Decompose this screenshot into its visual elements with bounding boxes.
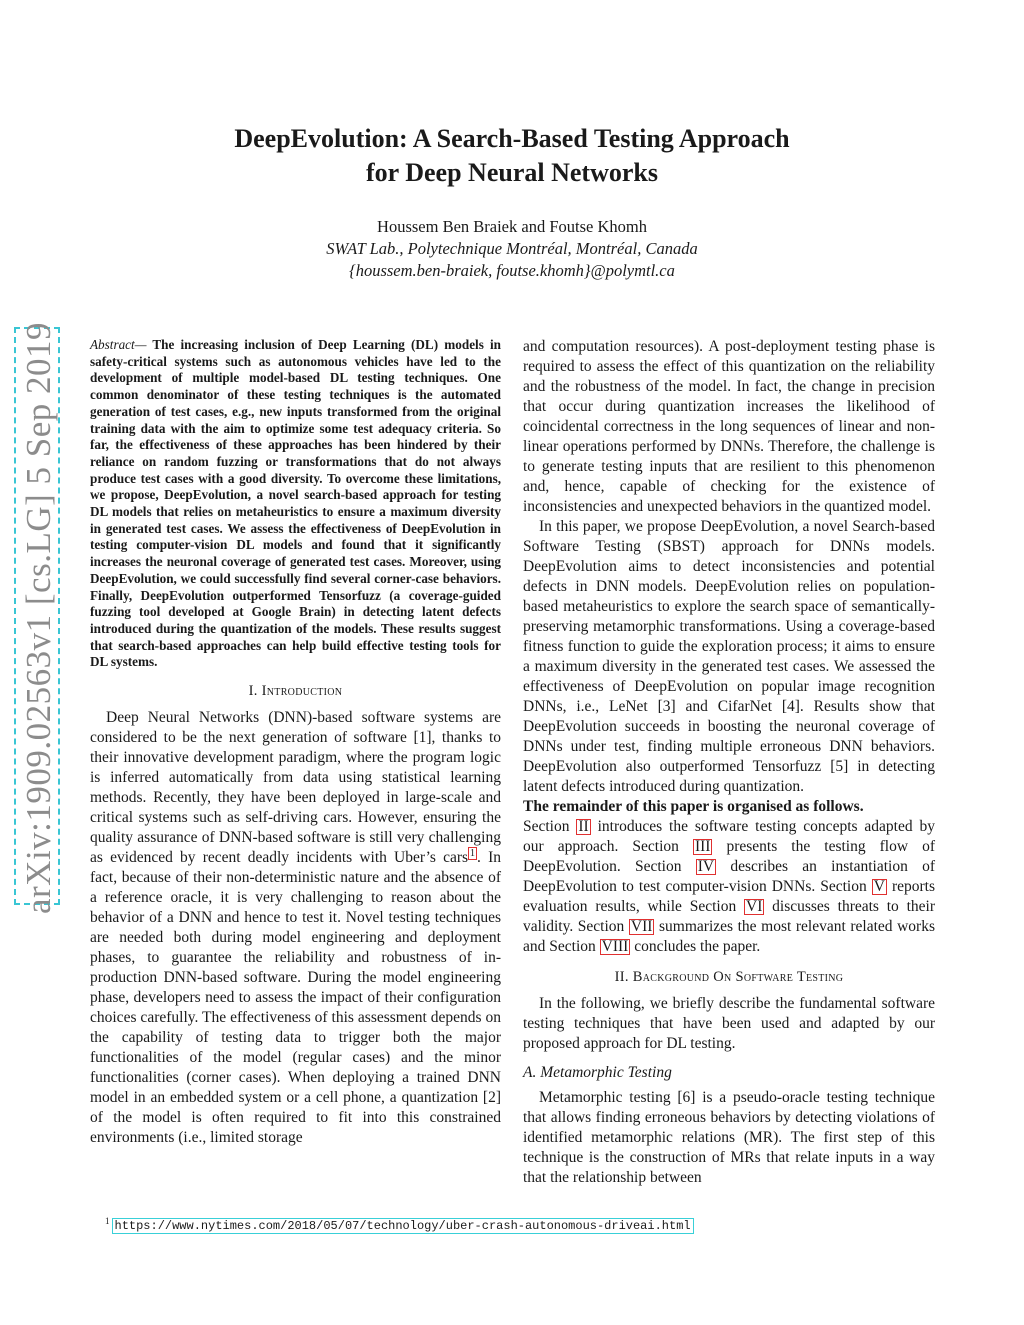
intro-paragraph-1-cont: and computation resources). A post-deployment testing phase is required to assess the effect of this quantization on the reliability and the robustness of the model. In fact, the change in precision that occur during quantization increases the likelihood of coincidental correctness in the long sequences of linear and non-linear operations performed by DNNs. Therefore, the challenge is to generate testing inputs that are resilient to this phenomenon and, hence, capable of checking for the existence of inconsistencies and unexpected behaviors in the quantized model.	[523, 338, 935, 515]
title-line-2: for Deep Neural Networks	[366, 158, 658, 187]
intro-paragraph-1	[90, 708, 501, 1148]
section-ref-VIII[interactable]: VIII	[601, 938, 629, 955]
paper-title	[0, 122, 1024, 190]
background-paragraph-2: Metamorphic testing [6] is a pseudo-oracle testing technique that allows finding erroneous behaviors by detecting violations of identified metamorphic relations (MR). The first step of this technique is the construction of MRs that relate inputs in a way that the relationship between	[523, 1089, 935, 1186]
remainder-text: summarizes the most relevant related works and Section	[523, 918, 935, 955]
arxiv-stamp	[16, 321, 62, 915]
section-number: II.	[614, 969, 633, 985]
arxiv-stamp-link[interactable]	[14, 321, 60, 915]
intro-text-b: . In fact, because of their non-deterministic nature and the absence of a reference oracle, it is very challenging to reason about the behavior of a DNN and hence to test it. Novel testing techniques are needed both during model engineering and deployment phases, to guarantee the reliability and robustness of in-production DNN-based software. During the model engineering phase, developers need to assess the impact of their configuration choices carefully. The effectiveness of this assessment depends on the capability of testing data to trigger both the major functionalities of the model (regular cases) and the minor functionalities (corner cases). When deploying a trained DNN model in an embedded system or a cell phone, a quantization [2] of the model is often required to fit into this constrained environments (i.e., limited storage	[90, 849, 501, 1147]
remainder-lead: The remainder of this paper is organised as follows.	[523, 798, 864, 815]
author-names: Houssem Ben Braiek and Foutse Khomh	[377, 217, 647, 236]
footnote-number: 1	[105, 1216, 110, 1226]
affiliation: SWAT Lab., Polytechnique Montréal, Montréal, Canada	[326, 239, 698, 258]
abstract-text: The increasing inclusion of Deep Learning (DL) models in safety-critical systems such as autonomous vehicles have led to the development of multiple model-based DL testing techniques. One common denominator of these testing techniques is the automated generation of test cases, e.g., new inputs transformed from the original training data with the aim to optimize some test adequacy criteria. So far, the effectiveness of these approaches has been hindered by their reliance on random fuzzing or transformations that do not always produce test cases with a good diversity. To overcome these limitations, we propose, DeepEvolution, a novel search-based approach for testing DL models that relies on metaheuristics to ensure a maximum diversity in generated test cases. We assess the effectiveness of DeepEvolution in testing computer-vision DL models and found that it significantly increases the neuronal coverage of generated test cases. Moreover, using DeepEvolution, we could successfully find several corner-case behaviors. Finally, DeepEvolution outperformed Tensorfuzz (a coverage-guided fuzzing tool developed at Google Brain) in detecting latent defects introduced during the quantization of the models. These results suggest that search-based approaches can help build effective testing tools for DL systems.	[90, 337, 501, 670]
remainder-text: presents the testing flow of DeepEvolution. Section	[523, 838, 935, 875]
section-heading-background	[523, 969, 935, 986]
section-number: I.	[248, 683, 262, 700]
section-ref-VI[interactable]: VI	[746, 898, 763, 915]
background-paragraph-1: In the following, we briefly describe the fundamental software testing techniques that have been used and adapted by our proposed approach for DL testing.	[523, 995, 935, 1052]
author-block	[0, 216, 1024, 282]
footnote-link[interactable]: 1	[470, 847, 476, 859]
footnote	[105, 1216, 694, 1233]
section-ref-V[interactable]: V	[873, 878, 885, 895]
section-ref-II[interactable]: II	[578, 818, 589, 835]
intro-text-a: Deep Neural Networks (DNN)-based software systems are considered to be the next generation of software [1], thanks to their innovative development paradigm, where the program logic is inferred automatically from data using statistical learning methods. Recently, they have been deployed in large-scale and critical systems such as self-driving cars. However, ensuring the quality assurance of DNN-based software is still very challenging as evidenced by recent deadly incidents with Uber’s cars	[90, 709, 501, 867]
title-line-1: DeepEvolution: A Search-Based Testing Approach	[234, 124, 790, 153]
section-heading-introduction	[90, 683, 501, 700]
intro-paragraph-2: In this paper, we propose DeepEvolution, a novel Search-based Software Testing (SBST) approach for DNNs models. DeepEvolution aims to detect inconsistencies and potential defects in DNN models. DeepEvolution relies on population-based metaheuristics to explore the search space of semantically-preserving metamorphic transformations. Using a coverage-based fitness function to guide the exploration process; it aims to ensure a maximum diversity in the generated test cases. We assessed the effectiveness of DeepEvolution on popular image recognition DNNs, i.e., LeNet [3] and CifarNet [4]. Results show that DeepEvolution succeeds in boosting the neuronal coverage of DNNs under test, finding multiple erroneous DNN behaviors. DeepEvolution also outperformed Tensorfuzz [5] in detecting latent defects introduced during quantization.	[523, 518, 935, 795]
remainder-text: reports evaluation results, while Section	[523, 878, 936, 915]
remainder-text: Section	[523, 818, 577, 835]
section-ref-IV[interactable]: IV	[697, 858, 715, 875]
intro-paragraph-remainder	[523, 797, 935, 957]
footnote-url-link[interactable]: https://www.nytimes.com/2018/05/07/technology/uber-crash-autonomous-driveai.html	[112, 1218, 694, 1234]
arxiv-stamp-text: arXiv:1909.02563v1 [cs.LG] 5 Sep 2019	[19, 321, 58, 915]
section-ref-III[interactable]: III	[694, 838, 711, 855]
author-emails: {houssem.ben-braiek, foutse.khomh}@polymtl.ca	[349, 261, 675, 280]
right-column	[523, 337, 935, 1188]
section-title: Background On Software Testing	[632, 969, 844, 985]
abstract-lead: Abstract—	[90, 337, 147, 352]
left-column	[90, 337, 501, 1148]
remainder-text: concludes the paper.	[630, 938, 761, 955]
abstract	[90, 337, 501, 671]
remainder-text: describes an instantiation of DeepEvolution to test computer-vision DNNs. Section	[523, 858, 935, 895]
remainder-text: discusses threats to their validity. Section	[523, 898, 935, 935]
section-ref-VII[interactable]: VII	[630, 918, 653, 935]
remainder-text: introduces the software testing concepts adapted by our approach. Section	[523, 818, 935, 855]
section-title: Introduction	[261, 683, 343, 700]
subsection-heading-metamorphic: A. Metamorphic Testing	[523, 1064, 672, 1081]
